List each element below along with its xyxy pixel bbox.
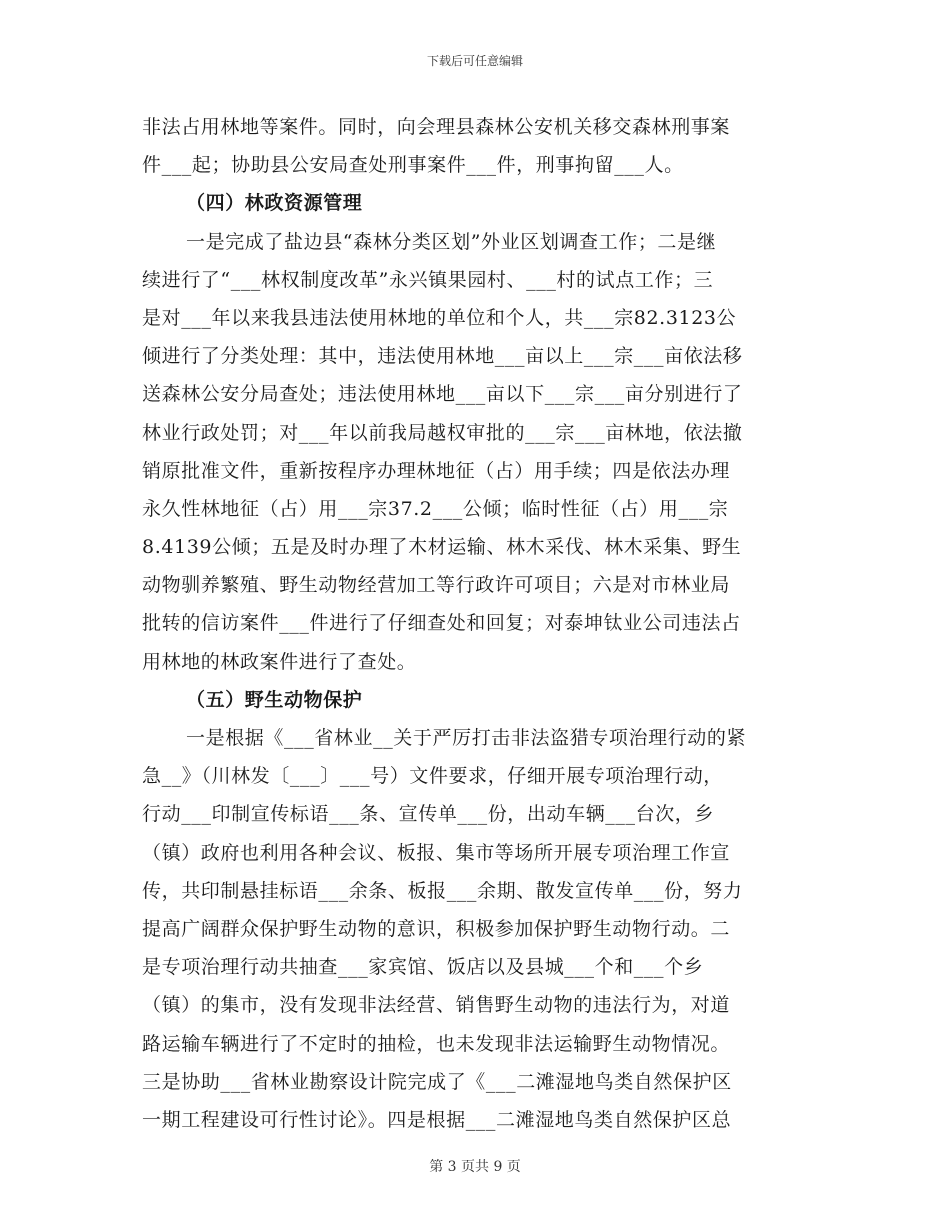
text-line: 急__》（川林发〔___〕___号）文件要求，仔细开展专项治理行动，	[142, 765, 723, 788]
text-line: 销原批准文件，重新按程序办理林地征（占）用手续；四是依法办理	[142, 459, 731, 482]
text-line: 提高广阔群众保护野生动物的意识，积极参加保护野生动物行动。二	[142, 917, 731, 940]
text-line: 三是协助___省林业勘察设计院完成了《___二滩湿地鸟类自然保护区	[142, 1070, 732, 1093]
text-line: 批转的信访案件___件进行了仔细查处和回复；对泰坤钛业公司违法占	[142, 612, 741, 635]
text-line: 动物驯养繁殖、野生动物经营加工等行政许可项目；六是对市林业局	[142, 574, 731, 597]
text-line: 一期工程建设可行性讨论》。四是根据___二滩湿地鸟类自然保护区总	[142, 1108, 732, 1131]
text-line: 送森林公安分局查处；违法使用林地___亩以下___宗___亩分别进行了	[142, 383, 743, 406]
text-line: 倾进行了分类处理：其中，违法使用林地___亩以上___宗___亩依法移	[142, 345, 743, 368]
text-line: 是对___年以来我县违法使用林地的单位和个人，共___宗82.3123公	[142, 306, 737, 329]
text-line: （镇）的集市，没有发现非法经营、销售野生动物的违法行为，对道	[142, 994, 731, 1017]
page-header: 下载后可任意编辑	[426, 54, 523, 68]
text-line: 用林地的林政案件进行了查处。	[142, 650, 417, 673]
text-line: 一是根据《___省林业__关于严厉打击非法盗猎专项治理行动的紧	[186, 727, 747, 749]
text-line: 一是完成了盐边县“森林分类区划”外业区划调查工作；二是继	[186, 230, 717, 253]
section-heading: （四）林政资源管理	[186, 192, 363, 215]
document-body	[142, 108, 810, 1139]
text-line: 非法占用林地等案件。同时，向会理县森林公安机关移交森林刑事案	[142, 116, 731, 138]
text-line: 林业行政处罚；对___年以前我局越权审批的___宗___亩林地，依法撤	[142, 421, 743, 444]
text-line: 传，共印制悬挂标语___余条、板报___余期、散发宣传单___份，努力	[142, 879, 743, 902]
text-line: 件___起；协助县公安局查处刑事案件___件，刑事拘留___人。	[142, 154, 684, 177]
text-line: 8.4139公倾；五是及时办理了木材运输、林木采伐、林木采集、野生	[142, 536, 742, 559]
text-line: 是专项治理行动共抽查___家宾馆、饭店以及县城___个和___个乡	[142, 956, 704, 979]
text-line: 永久性林地征（占）用___宗37.2___公倾；临时性征（占）用___宗	[142, 497, 729, 520]
page-footer: 第 3 页共 9 页	[429, 1159, 521, 1175]
text-line: 行动___印制宣传标语___条、宣传单___份，出动车辆___台次，乡	[142, 803, 715, 826]
text-line: 续进行了“___林权制度改革”永兴镇果园村、___村的试点工作；三	[142, 268, 714, 291]
text-line: 路运输车辆进行了不定时的抽检，也未发现非法运输野生动物情况。	[142, 1032, 731, 1055]
section-heading: （五）野生动物保护	[186, 688, 363, 711]
text-line: （镇）政府也利用各种会议、板报、集市等场所开展专项治理工作宣	[142, 841, 731, 864]
